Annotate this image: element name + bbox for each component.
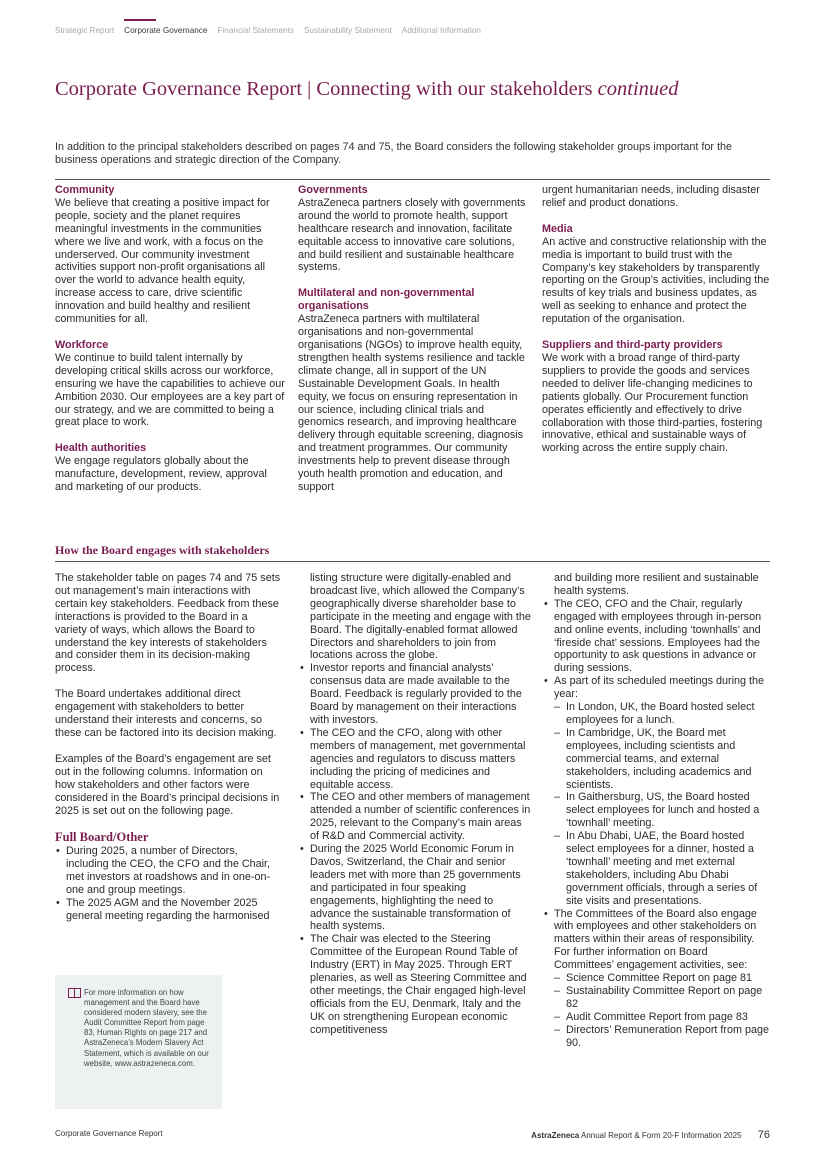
governments-heading: Governments [298, 184, 368, 196]
engagement-paragraph-3: Examples of the Board’s engagement are set out in the following columns. Information on how stakeholders and other factors were considered in the Board’s principal decisions in 2025 is set out on the following page. [55, 752, 280, 817]
list-item-continued: listing structure were digitally-enabled and broadcast live, which allowed the Company’s geographically diverse shareholder base to participate in the meeting and engage with the Board. The digitally-enabled format allowed Directors and shareholders to join from locations across the globe. [310, 572, 531, 662]
engagement-bullets-1 [55, 845, 281, 922]
list-item: • The Chair was elected to the Steering Committee of the European Round Table of Industry (ERT) in May 2025. Through ERT plenaries, as well as Steering Committee and other meetings, the Chair engaged high-level officials from the EU, Denmark, Italy and the UK on strengthening European economic competitiveness [299, 933, 531, 1036]
engagement-column-3 [543, 572, 770, 1050]
full-board-heading: Full Board/Other [55, 830, 149, 845]
tab-corporate-governance[interactable]: Corporate Governance [124, 19, 207, 35]
footer-brand: AstraZeneca [531, 1131, 580, 1140]
page-number: 76 [757, 1129, 770, 1141]
list-item: – In Cambridge, UK, the Board met employees, including scientists and commercial teams, and external stakeholders, including academics and scientists. [554, 727, 770, 792]
title-suffix: continued [597, 78, 679, 100]
suppliers-text: We work with a broad range of third-party suppliers to provide the goods and services needed to deliver life-changing medicines to patients globally. Our Procurement function operates efficiently and effectively to drive collaboration with those third-parties, fostering innovative, ethical and sustainable ways of working across the entire supply chain. [542, 351, 763, 455]
engagement-bullets-2 [299, 572, 531, 1037]
list-item: – Sustainability Committee Report on page 82 [554, 985, 770, 1011]
list-item: • The CEO, CFO and the Chair, regularly engaged with employees through in-person and online events, including ‘townhalls’ and ‘fireside chat’ sessions. Employees had the opportunity to ask questions in advance or during sessions. [543, 598, 770, 675]
stakeholder-column-3 [542, 184, 770, 468]
engagement-column-2 [299, 572, 531, 1037]
list-item [543, 908, 770, 1050]
meetings-list [554, 701, 770, 908]
workforce-text: We continue to build talent internally by developing critical skills across our workforce, ensuring we have the capabilities to achieve our Ambition 2030. Our employees are a key part of our strategy, and we are committed to being a great place to work. [55, 351, 285, 429]
list-item: – Audit Committee Report from page 83 [554, 1011, 770, 1024]
list-item: • The 2025 AGM and the November 2025 general meeting regarding the harmonised [55, 897, 281, 923]
list-item [543, 675, 770, 907]
engagement-column-1 [55, 572, 281, 923]
meetings-intro: As part of its scheduled meetings during the year: [554, 675, 765, 701]
multilateral-text: AstraZeneca partners with multilateral organisations and non-governmental organisations (NGOs) to improve health equity, strengthen health systems resilience and tackle climate change, all in support of the UN Sustainable Development Goals. In health equity, we focus on ensuring representation in our science, including clinical trials and genomics research, and improving healthcare delivery through equitable screening, diagnosis and treatment programmes. Our community investments help to prevent disease through youth health promotion and education, and support [298, 313, 525, 493]
list-item: • The CEO and other members of management attended a number of scientific conferences in 2025, relevant to the Company’s main areas of R&D and Commercial activity. [299, 791, 531, 843]
health-authorities-text: We engage regulators globally about the manufacture, development, review, approval and marketing of our products. [55, 455, 267, 494]
list-item: – In Gaithersburg, US, the Board hosted select employees for lunch and hosted a ‘townhall’ meeting. [554, 791, 770, 830]
media-text: An active and constructive relationship with the media is important to build trust with the Company’s key stakeholders by transparently reporting on the Group’s activities, including the results of key trials and business updates, as well as seeking to enhance and protect the reputation of the organisation. [542, 235, 770, 326]
engagement-divider [55, 561, 770, 562]
footer-right [531, 1129, 770, 1141]
page-title [55, 78, 679, 101]
list-item: – Directors’ Remuneration Report from page 90. [554, 1024, 770, 1050]
committees-list [554, 972, 770, 1049]
list-item: • The CEO and the CFO, along with other members of management, met governmental agencies and regulators to discuss matters including the pricing of medicines and equitable access. [299, 727, 531, 792]
suppliers-heading: Suppliers and third-party providers [542, 339, 723, 352]
multilateral-heading: Multilateral and non-governmental organisations [298, 287, 475, 313]
footer-section: Corporate Governance Report [55, 1129, 163, 1138]
workforce-heading: Workforce [55, 338, 109, 351]
list-item: • Investor reports and financial analysts’ consensus data are made available to the Board. Feedback is regularly provided to the Board by management on their interactions with investors. [299, 662, 531, 727]
title-separator: | [307, 78, 312, 100]
committees-intro: The Committees of the Board also engage with employees and other stakeholders on matters within their areas of responsibility. For further information on Board Committees’ engagement activities, see: [554, 907, 757, 972]
footer-report: Annual Report & Form 20-F Information 2025 [580, 1131, 742, 1140]
tab-financial-statements[interactable]: Financial Statements [217, 26, 294, 35]
governments-text: AstraZeneca partners closely with governments around the world to promote health, support healthcare research and innovation, facilitate equitable access to innovative care solutions, and build resilient and sustainable healthcare systems. [298, 196, 526, 274]
engagement-paragraph-1: The stakeholder table on pages 74 and 75 sets out management’s main interactions with certain key stakeholders. Feedback from these interactions is provided to the Board in a variety of ways, which allows the Board to understand the key interests of stakeholders and consider them in its decision-making process. [55, 572, 281, 675]
info-note-text: For more information on how management and the Board have considered modern slavery, see the Audit Committee Report from page 83, Human Rights on page 217 and AstraZeneca’s Modern Slavery Act Statement, which is available on our website, www.astrazeneca.com. [84, 988, 209, 1068]
community-text: We believe that creating a positive impact for people, society and the planet requires meaningful investments in the communities where we live and work, with a focus on the underserved. Our community investment activities support non-profit organisations all over the world to advance health equity, increase access to care, drive scientific innovation and build healthy and resilient communities for all. [55, 196, 270, 326]
section-nav [55, 19, 481, 35]
intro-paragraph: In addition to the principal stakeholders described on pages 74 and 75, the Board considers the following stakeholder groups important for the business operations and strategic direction of the Company. [55, 141, 733, 166]
stakeholder-column-1 [55, 184, 285, 507]
media-heading: Media [542, 222, 573, 235]
title-sub: Connecting with our stakeholders [316, 78, 593, 100]
list-item-continued: and building more resilient and sustainable health systems. [554, 572, 759, 597]
engagement-heading: How the Board engages with stakeholders [55, 543, 270, 557]
tab-strategic-report[interactable]: Strategic Report [55, 26, 115, 35]
list-item: – Science Committee Report on page 81 [554, 972, 770, 985]
stakeholder-column-2 [298, 184, 530, 507]
health-authorities-heading: Health authorities [55, 442, 147, 455]
column-continuation-spacer: urgent humanitarian needs, including disaster relief and product donations. [542, 184, 760, 209]
list-item: • During the 2025 World Economic Forum in Davos, Switzerland, the Chair and senior leaders met with more than 25 governments and participated in four speaking engagements, highlighting the need to advance the sustainable transformation of health systems. [299, 843, 531, 933]
community-heading: Community [55, 184, 115, 196]
divider [55, 179, 770, 180]
list-item: • During 2025, a number of Directors, including the CEO, the CFO and the Chair, met investors at roadshows and in one-on-one and group meetings. [55, 845, 281, 897]
book-icon [68, 988, 81, 998]
info-note [55, 975, 222, 1109]
tab-additional-information[interactable]: Additional Information [401, 26, 481, 35]
tab-sustainability-statement[interactable]: Sustainability Statement [303, 26, 392, 35]
list-item: – In London, UK, the Board hosted select employees for a lunch. [554, 701, 770, 727]
engagement-bullets-3 [543, 572, 770, 1050]
title-main: Corporate Governance Report [55, 78, 303, 100]
engagement-paragraph-2: The Board undertakes additional direct engagement with stakeholders to better understand their interests and concerns, so these can be factored into its decision making. [55, 688, 277, 739]
list-item: – In Abu Dhabi, UAE, the Board hosted select employees for a dinner, hosted a ‘townhall’ meeting and met external stakeholders, including Abu Dhabi government officials, through a series of site visits and presentations. [554, 830, 770, 907]
